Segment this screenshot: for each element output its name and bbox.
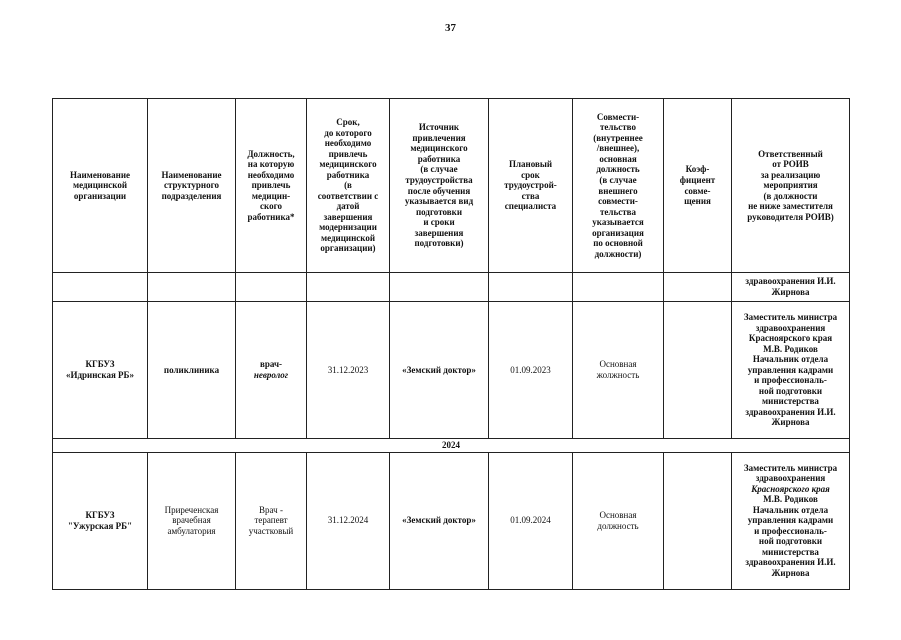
combination-cell: Основная должность <box>573 452 664 589</box>
header-organization: Наименование медицинской организации <box>53 99 148 273</box>
header-deadline: Срок, до которого необходимо привлечь медицинского работника (в соответствии с датой завершения модернизации медицинской организации) <box>307 99 390 273</box>
header-combination: Совмести- тельство (внутреннее /внешнее), основная должность (в случае внешнего совмести- тельства указывается организация по основной должности) <box>573 99 664 273</box>
header-source: Источник привлечения медицинского работника (в случае трудоустройства после обучения указывается вид подготовки и сроки завершения подготовки) <box>390 99 489 273</box>
responsible-continuation: здравоохранения И.И. Жирнова <box>732 273 850 302</box>
header-coefficient: Коэф- фициент совме- щения <box>664 99 732 273</box>
responsible-cell: Заместитель министра здравоохранения Красноярского края М.В. Родиков Начальник отдела управления кадрами и профессиональ- ной подготовки министерства здравоохранения И.И. Жирнова <box>732 452 850 589</box>
coefficient-cell <box>664 452 732 589</box>
header-department: Наименование структурного подразделения <box>148 99 236 273</box>
coefficient-cell <box>664 302 732 439</box>
position-cell: Врач - терапевт участковый <box>236 452 307 589</box>
table-row-continuation <box>53 273 850 302</box>
header-position: Должность, на которую необходимо привлечь медицин- ского работника* <box>236 99 307 273</box>
header-responsible: Ответственный от РОИВ за реализацию мероприятия (в должности не ниже заместителя руководителя РОИВ) <box>732 99 850 273</box>
staffing-table <box>52 98 850 590</box>
header-planned-date: Плановый срок трудоустрой- ства специалиста <box>489 99 573 273</box>
year-label: 2024 <box>53 439 850 453</box>
year-row <box>53 439 850 453</box>
combination-cell: Основная жолжность <box>573 302 664 439</box>
source-cell: «Земский доктор» <box>390 302 489 439</box>
page-number: 37 <box>445 22 456 34</box>
planned-date-cell: 01.09.2023 <box>489 302 573 439</box>
table-header-row <box>53 99 850 273</box>
department-cell: Приреченская врачебная амбулатория <box>148 452 236 589</box>
deadline-cell: 31.12.2024 <box>307 452 390 589</box>
table-row <box>53 452 850 589</box>
table-row <box>53 302 850 439</box>
deadline-cell: 31.12.2023 <box>307 302 390 439</box>
source-cell: «Земский доктор» <box>390 452 489 589</box>
organization-cell: КГБУЗ "Ужурская РБ" <box>53 452 148 589</box>
organization-cell: КГБУЗ «Идринская РБ» <box>53 302 148 439</box>
position-cell: врач- невролог <box>236 302 307 439</box>
planned-date-cell: 01.09.2024 <box>489 452 573 589</box>
responsible-cell: Заместитель министра здравоохранения Красноярского края М.В. Родиков Начальник отдела управления кадрами и профессиональ- ной подготовки министерства здравоохранения И.И. Жирнова <box>732 302 850 439</box>
department-cell: поликлиника <box>148 302 236 439</box>
